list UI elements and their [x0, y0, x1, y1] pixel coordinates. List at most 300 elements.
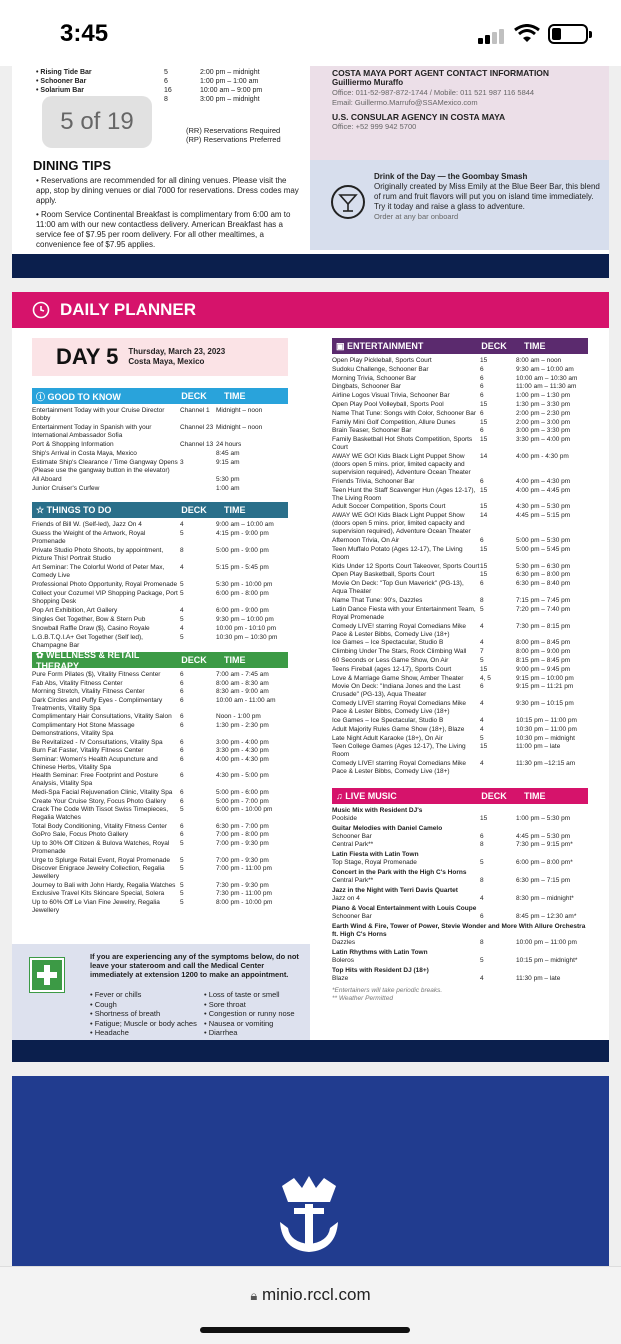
event-deck: 4 — [480, 975, 484, 982]
bars-and-dining — [12, 66, 310, 250]
event-name: Airline Logos Visual Trivia, Schooner Bar — [332, 392, 450, 400]
event-time: 8:45 pm – 12:30 am* — [516, 913, 577, 920]
event-name: Adult Soccer Competition, Sports Court — [332, 503, 446, 511]
performance-title: Music Mix with Resident DJ's — [332, 807, 423, 814]
event-time: 6:00 pm - 9:00 pm — [216, 607, 269, 614]
event-deck: 15 — [480, 400, 488, 408]
star-icon: ☆ — [36, 504, 47, 515]
event-time: 8:30 pm – midnight* — [516, 895, 574, 902]
event-name: Collect your Cozumel VIP Shopping Package, Port Shopping Desk — [32, 590, 178, 605]
venue: Dazzles — [332, 939, 356, 946]
live-music-item — [332, 825, 588, 849]
event-time: 4:00 pm – 4:45 pm — [516, 486, 571, 494]
live-music-item — [332, 923, 588, 947]
symptom-item: • Fever or chills — [90, 990, 142, 999]
cellular-signal-icon — [478, 26, 506, 44]
schedule-row — [32, 756, 288, 772]
event-time: 6:00 pm – 8:00 pm* — [516, 859, 573, 866]
schedule-row — [332, 366, 588, 374]
event-time: 2:00 pm – 3:00 pm — [516, 418, 571, 426]
event-name: AWAY WE GO! Kids Black Light Puppet Show (doors open 5 mins. prior, limited capacity and supervision required), Adventure Ocean Theater — [332, 512, 471, 536]
event-name: Exclusive Travel Kits Skincare Special, Solera — [32, 890, 165, 898]
live-music-title: LIVE MUSIC — [345, 791, 397, 801]
event-deck: 14 — [480, 512, 488, 520]
event-deck: 4 — [480, 760, 484, 768]
live-music-item — [332, 807, 588, 823]
live-music-section — [332, 788, 588, 1003]
event-deck: Channel 23 — [180, 424, 214, 431]
event-time: Midnight – noon — [216, 407, 263, 414]
schedule-row — [32, 564, 288, 580]
event-deck: 4 — [480, 725, 484, 733]
event-time: 5:30 pm — [216, 476, 240, 483]
event-deck: 15 — [480, 545, 488, 553]
performance-title: Guitar Melodies with Daniel Camelo — [332, 825, 443, 832]
event-time: 8:30 am - 9:00 am — [216, 688, 269, 696]
event-time: 7:30 pm – 8:15 pm — [516, 622, 571, 630]
event-deck: 14 — [480, 452, 488, 460]
event-name: Dark Circles and Puffy Eyes - Complimentary Treatments, Vitality Spa — [32, 696, 163, 712]
event-time: 10:00 am – 10:30 am — [516, 374, 578, 382]
performance-title: Earth Wind & Fire, Tower of Power, Stevie Wonder and More With Allure Orchestra ft. High C's Horns — [332, 923, 586, 938]
event-time: 4:00 pm - 4:30 pm — [216, 755, 269, 763]
schedule-row — [32, 697, 288, 713]
event-deck: 5 — [180, 806, 184, 814]
col-deck: DECK — [181, 505, 207, 515]
venue: Schooner Bar Central Park** — [332, 833, 374, 848]
event-time: 2:00 pm – 2:30 pm — [516, 409, 571, 417]
schedule-row — [332, 939, 588, 947]
event-time: 10:30 pm – 10:30 pm — [216, 634, 278, 641]
bar-row — [36, 86, 276, 95]
event-name: Comedy LIVE! starring Royal Comedians Mike Pace & Lester Bibbs, Comedy Live (18+) — [332, 760, 467, 776]
event-name: Brain Teaser, Schooner Bar — [332, 427, 412, 435]
things-to-do-title: THINGS TO DO — [46, 504, 112, 515]
event-deck: Channel 1 — [180, 407, 210, 414]
schedule-row — [32, 424, 288, 440]
performance-title: Latin Rhythms with Latin Town — [332, 949, 428, 956]
event-deck: 6 — [480, 392, 484, 400]
event-time: 6:30 pm – 8:40 pm — [516, 580, 571, 588]
event-time: 1:00 pm – 5:30 pm — [516, 815, 571, 822]
symptom-item: • Nausea or vomiting — [204, 1018, 274, 1028]
address-bar[interactable] — [0, 1285, 621, 1305]
event-name: Complimentary Hot Stone Massage Demonstrations, Vitality Spa — [32, 721, 135, 737]
event-deck: 5 — [180, 898, 184, 906]
drink-description: Originally created by Miss Emily at the Blue Beer Bar, this blend of rum and fruit flavors will put you on island time immediately. Try it today and raise a glass to adventure. — [374, 182, 600, 211]
performance-title: Latin Fiesta with Latin Town — [332, 851, 419, 858]
event-deck: 6 — [180, 747, 184, 755]
weather-note: ** Weather Permitted — [332, 995, 393, 1002]
schedule-row — [332, 877, 588, 885]
event-name: Friends Trivia, Schooner Bar — [332, 477, 415, 485]
bar-name: • Rising Tide Bar — [36, 69, 92, 76]
event-deck: 15 — [480, 562, 488, 570]
event-time: Midnight – noon — [216, 424, 263, 431]
good-to-know-rows — [32, 404, 288, 493]
event-deck: 4 — [480, 700, 484, 708]
schedule-row — [32, 680, 288, 688]
schedule-row — [332, 648, 588, 656]
live-music-item — [332, 851, 588, 867]
schedule-row — [32, 450, 288, 458]
event-deck: 8 — [480, 596, 484, 604]
event-deck: 5 — [180, 839, 184, 847]
event-name: Entertainment Today with your Cruise Director Bobby — [32, 407, 165, 422]
port-agent-title: COSTA MAYA PORT AGENT CONTACT INFORMATION — [332, 68, 550, 78]
live-music-header — [332, 788, 588, 804]
port-agent-email[interactable]: Email: Guillermo.Marrufo@SSAMexico.com — [332, 98, 478, 107]
event-name: Journey to Bali with John Hardy, Regalia Watches — [32, 881, 176, 889]
dining-tip: • Room Service Continental Breakfast is complimentary from 6:00 am to 11:00 am with our new contactless delivery. American Breakfast has a service fee of $7.95 per room delivery. For all other mealtimes, a convenience fee of $7.95 applies. — [36, 210, 291, 249]
event-name: Movie On Deck: "Top Gun Maverick" (PG-13), Aqua Theater — [332, 580, 464, 596]
event-name: Morning Trivia, Schooner Bar — [332, 374, 417, 382]
event-name: Teen Muffalo Potato (Ages 12-17), The Living Room — [332, 545, 463, 561]
wifi-icon — [514, 24, 540, 44]
status-time: 3:45 — [60, 20, 109, 47]
wellness-section — [32, 649, 288, 915]
event-name: Climbing Under The Stars, Rock Climbing Wall — [332, 648, 467, 656]
event-deck: 5 — [480, 605, 484, 613]
col-time: TIME — [224, 505, 246, 515]
event-name: Teen Hunt the Staff Scavenger Hun (Ages 12-17), The Living Room — [332, 486, 476, 502]
event-name: Dingbats, Schooner Bar — [332, 383, 402, 391]
event-time: 6:00 pm - 10:00 pm — [216, 806, 273, 814]
event-name: Ice Games – Ice Spectacular, Studio B — [332, 716, 444, 724]
good-to-know-title: GOOD TO KNOW — [47, 391, 121, 402]
event-name: Morning Stretch, Vitality Fitness Center — [32, 688, 145, 696]
things-to-do-section — [32, 502, 288, 651]
good-to-know-section — [32, 388, 288, 494]
event-time: 10:30 pm – 11:00 pm — [516, 725, 577, 733]
bar-deck: 8 — [164, 96, 168, 103]
event-deck: 5 — [180, 881, 184, 889]
schedule-row — [32, 688, 288, 696]
schedule-row — [332, 833, 588, 849]
event-deck: 15 — [480, 503, 488, 511]
spa-icon: ✿ — [36, 649, 47, 660]
event-deck: 8 — [480, 877, 484, 884]
event-name: Family Basketball Hot Shots Competition, Sports Court — [332, 436, 473, 452]
event-time: 11:00 pm – late — [516, 743, 561, 751]
event-name: Open Play Pickleball, Sports Court — [332, 357, 432, 364]
event-name: Up to 30% Off Citizen & Bulova Watches, Royal Promenade — [32, 839, 170, 855]
event-name: Discover Enigrace Jewelry Collection, Regalia Jewellery — [32, 865, 165, 881]
event-name: Burn Fat Faster, Vitality Fitness Center — [32, 747, 144, 755]
event-time: 9:30 am – 10:00 am — [516, 365, 574, 373]
schedule-row — [332, 546, 588, 562]
schedule-row — [332, 726, 588, 734]
event-time: 3:30 pm - 4:30 pm — [216, 747, 269, 755]
performance-title: Jazz in the Night with Terri Davis Quartet — [332, 887, 458, 894]
event-name: Estimate Ship's Clearance / Time Gangway Opens (Please use the gangway button in the elevator) — [32, 459, 178, 474]
event-name: Teen College Games (Ages 12-17), The Living Room — [332, 743, 466, 759]
schedule-row — [332, 957, 588, 965]
rp-note: (RP) Reservations Preferred — [186, 135, 281, 144]
event-name: Sudoku Challenge, Schooner Bar — [332, 365, 429, 373]
event-name: Up to 60% Off Le Vian Fine Jewelry, Regalia Jewellery — [32, 898, 160, 914]
event-time: 3:30 pm – 4:00 pm — [516, 436, 571, 444]
venue: Boleros — [332, 957, 355, 964]
dining-tips-title: DINING TIPS — [33, 158, 112, 173]
event-deck: 5 — [480, 859, 484, 866]
schedule-row — [332, 427, 588, 435]
event-name: Private Studio Photo Shoots, by appointment, Picture This! Portrait Studio — [32, 547, 164, 562]
event-time: 10:00 am - 11:00 am — [216, 696, 276, 704]
schedule-row — [32, 441, 288, 449]
schedule-row — [332, 512, 588, 536]
performance-title: Piano & Vocal Entertainment with Louis Coupe — [332, 905, 477, 912]
schedule-row — [332, 975, 588, 983]
event-name: Open Play Basketball, Sports Court — [332, 571, 435, 579]
schedule-row — [332, 580, 588, 596]
event-deck: 5 — [480, 734, 484, 742]
event-deck: 4 — [480, 622, 484, 630]
bar-hours: 10:00 am – 9:00 pm — [200, 87, 263, 94]
live-music-item — [332, 967, 588, 983]
event-deck: 15 — [480, 571, 488, 579]
col-deck: DECK — [181, 391, 207, 401]
schedule-row — [332, 815, 588, 823]
event-name: Late Night Adult Karaoke (18+), On Air — [332, 734, 443, 742]
event-name: Open Play Pool Volleyball, Sports Pool — [332, 400, 444, 408]
entertainment-title: ENTERTAINMENT — [347, 340, 424, 351]
event-name: Junior Cruiser's Curfew — [32, 485, 100, 492]
event-time: 4:00 pm – 4:30 pm — [516, 477, 571, 485]
event-name: Urge to Splurge Retail Event, Royal Promenade — [32, 856, 171, 864]
schedule-row — [32, 625, 288, 633]
event-deck: 6 — [480, 913, 484, 920]
symptom-item: • Shortness of breath — [90, 1009, 161, 1018]
event-name: Name That Tune: Songs with Color, Schooner Bar — [332, 409, 477, 417]
event-deck: 4 — [180, 521, 184, 528]
event-time: 11:30 pm – late — [516, 975, 561, 982]
schedule-row — [32, 840, 288, 856]
event-time: 7:00 pm - 9:30 pm — [216, 839, 269, 847]
event-name: Love & Marriage Game Show, Amber Theater — [332, 674, 464, 682]
event-deck: 6 — [180, 797, 184, 805]
schedule-row — [332, 453, 588, 477]
wellness-rows — [32, 668, 288, 915]
bar-row — [36, 77, 276, 86]
event-time: 9:30 pm – 10:15 pm — [516, 700, 574, 708]
theater-icon: ▣ — [336, 340, 348, 351]
event-time: 10:15 pm – 11:00 pm — [516, 716, 577, 724]
event-time: 7:00 am - 7:45 am — [216, 671, 269, 678]
event-name: Teens Fireball (ages 12-17), Sports Court — [332, 665, 452, 673]
schedule-row — [32, 581, 288, 589]
performance-title: Top Hits with Resident DJ (18+) — [332, 967, 429, 974]
schedule-row — [32, 634, 288, 650]
event-deck: 4 — [180, 625, 184, 632]
schedule-row — [332, 639, 588, 647]
event-name: Be Revitalized - IV Consultations, Vitality Spa — [32, 738, 163, 746]
event-deck: 8 — [180, 547, 184, 554]
event-time: 8:00 pm - 10:00 pm — [216, 898, 273, 906]
event-time: 6:30 pm – 8:00 pm — [516, 571, 571, 579]
event-name: Crack The Code With Tissot Swiss Timepieces, Regalia Watches — [32, 806, 169, 822]
event-time: 4:45 pm – 5:15 pm — [516, 512, 571, 520]
schedule-row — [332, 606, 588, 622]
schedule-row — [332, 666, 588, 674]
event-name: Create Your Cruise Story, Focus Photo Gallery — [32, 797, 166, 805]
schedule-row — [332, 392, 588, 400]
event-time: Noon - 1:00 pm — [216, 713, 261, 721]
things-to-do-header — [32, 502, 288, 518]
event-deck: 15 — [480, 486, 488, 494]
medical-cross-icon — [30, 958, 64, 992]
page-footer-bar — [12, 1040, 609, 1062]
schedule-row — [332, 717, 588, 725]
symptom-item: • Sore throat — [204, 999, 246, 1009]
symptoms-list-left — [90, 990, 200, 1038]
event-deck: 15 — [480, 436, 488, 444]
event-deck — [180, 450, 216, 458]
event-deck: 6 — [180, 738, 184, 746]
event-time: 8:00 am – noon — [516, 357, 562, 364]
schedule-row — [32, 521, 288, 529]
performance-title: Concert in the Park with the High C's Horns — [332, 869, 467, 876]
col-time: TIME — [224, 391, 246, 401]
day-date: Thursday, March 23, 2023 — [128, 347, 226, 356]
event-deck: 4 — [480, 639, 484, 647]
event-time: 7:00 pm - 8:00 pm — [216, 831, 269, 839]
schedule-row — [32, 806, 288, 822]
home-indicator[interactable] — [200, 1327, 410, 1333]
lock-icon: 🔒︎ — [250, 1288, 258, 1303]
live-music-item — [332, 869, 588, 885]
event-deck: 6 — [480, 477, 484, 485]
event-deck: 4, 5 — [480, 674, 491, 682]
bar-deck: 5 — [164, 69, 168, 76]
venue: Blaze — [332, 975, 349, 982]
event-time: 7:30 pm - 9:30 pm — [216, 881, 269, 889]
event-deck: 5 — [480, 656, 484, 664]
schedule-row — [32, 485, 288, 493]
event-deck: 6 — [180, 721, 184, 729]
event-time: 10:00 pm - 10:10 pm — [216, 625, 276, 632]
schedule-row — [32, 831, 288, 839]
schedule-row — [332, 623, 588, 639]
event-time: 9:15 am — [216, 459, 240, 466]
schedule-row — [332, 675, 588, 683]
event-name: Kids Under 12 Sports Court Takeover, Sports Court — [332, 562, 480, 570]
event-deck: 6 — [180, 822, 184, 830]
entertainment-header — [332, 338, 588, 354]
event-name: Snowball Raffle Draw ($), Casino Royale — [32, 625, 150, 632]
event-name: 60 Seconds or Less Game Show, On Air — [332, 656, 449, 664]
info-icon: ⓘ — [36, 391, 48, 402]
schedule-row — [32, 798, 288, 806]
event-time: 4:15 pm - 9:00 pm — [216, 530, 269, 537]
event-time: 4:00 pm - 4:30 pm — [516, 452, 569, 460]
consular-title: U.S. CONSULAR AGENCY IN COSTA MAYA — [332, 112, 506, 122]
bar-name: • Schooner Bar — [36, 78, 87, 85]
schedule-row — [332, 657, 588, 665]
schedule-row — [332, 760, 588, 776]
event-time: 1:00 pm – 1:30 pm — [516, 392, 571, 400]
event-name: Ship's Arrival in Costa Maya, Mexico — [32, 450, 137, 457]
event-deck: 6 8 — [480, 833, 484, 848]
event-deck: 5 — [180, 581, 184, 588]
schedule-row — [32, 459, 288, 475]
day-port: Costa Maya, Mexico — [128, 357, 205, 366]
live-music-rows — [332, 804, 588, 983]
event-time: 1:30 pm – 3:30 pm — [516, 400, 571, 408]
event-name: Comedy LIVE! starring Royal Comedians Mike Pace & Lester Bibbs, Comedy Live (18+) — [332, 622, 467, 638]
contact-info — [310, 66, 609, 160]
royal-caribbean-crown-anchor-logo — [274, 1176, 344, 1256]
drink-order-note: Order at any bar onboard — [374, 212, 459, 221]
drink-title: Drink of the Day — the Goombay Smash — [374, 172, 528, 181]
event-time: 9:30 pm – 10:00 pm — [216, 616, 274, 623]
event-deck: 6 — [180, 755, 184, 763]
page-top-section — [12, 66, 609, 278]
day-banner — [32, 338, 288, 376]
event-time: 4:45 pm – 5:30 pm 7:30 pm – 9:15 pm* — [516, 833, 573, 848]
event-time: 7:15 pm – 7:45 pm — [516, 596, 571, 604]
event-deck: 6 — [180, 788, 184, 796]
good-to-know-header — [32, 388, 288, 404]
clock-icon — [32, 301, 50, 319]
event-name: Complimentary Hair Consultations, Vitality Salon — [32, 713, 172, 721]
event-name: Medi-Spa Facial Rejuvenation Clinic, Vitality Spa — [32, 788, 173, 796]
wellness-title: WELLNESS & RETAIL THERAPY — [36, 649, 140, 671]
event-deck: 6 — [480, 365, 484, 373]
event-deck: 15 — [480, 665, 488, 673]
cocktail-icon — [330, 184, 366, 220]
event-name: Family Mini Golf Competition, Allure Dunes — [332, 418, 456, 426]
port-agent-phone: Office: 011-52-987-872-1744 / Mobile: 011 521 987 116 5844 — [332, 88, 535, 97]
event-time: 4:30 pm – 5:30 pm — [516, 503, 571, 511]
daily-planner-title: DAILY PLANNER — [60, 300, 197, 319]
event-name: GoPro Sale, Focus Photo Gallery — [32, 831, 129, 839]
col-deck: DECK — [481, 341, 507, 351]
event-name: Health Seminar: Free Footprint and Posture Analysis, Vitality Spa — [32, 772, 159, 788]
event-name: Comedy LIVE! starring Royal Comedians Mike Pace & Lester Bibbs, Comedy Live (18+) — [332, 700, 467, 716]
battery-icon — [548, 24, 588, 44]
dining-tip: • Reservations are recommended for all dining venues. Please visit the app, stop by dining venues or dial 7000 for reservations. Dress codes may apply. — [36, 176, 299, 205]
event-time: 5:00 pm – 5:30 pm — [516, 536, 571, 544]
venue: Poolside — [332, 815, 357, 822]
symptom-item: • Congestion or runny nose — [204, 1009, 295, 1018]
event-name: Guess the Weight of the Artwork, Royal Promenade — [32, 530, 146, 545]
event-deck — [180, 476, 216, 484]
schedule-row — [32, 530, 288, 546]
schedule-row — [32, 789, 288, 797]
venue: Top Stage, Royal Promenade — [332, 859, 417, 866]
document-viewer[interactable] — [0, 66, 621, 1266]
event-name: Name That Tune: 90's, Dazzles — [332, 596, 423, 604]
event-time: 8:45 am — [216, 450, 240, 457]
event-time: 9:00 am – 10:00 am — [216, 521, 274, 528]
live-music-item — [332, 949, 588, 965]
event-deck: 5 — [480, 957, 484, 964]
schedule-row — [32, 671, 288, 679]
schedule-row — [32, 590, 288, 606]
event-time: 9:15 pm – 10:00 pm — [516, 674, 574, 682]
event-time: 6:30 pm - 7:00 pm — [216, 822, 269, 830]
event-deck: 6 — [180, 831, 184, 839]
schedule-row — [332, 436, 588, 452]
daily-planner-page — [12, 292, 609, 1062]
page-footer-bar — [12, 254, 609, 278]
event-deck — [180, 485, 216, 493]
col-time: TIME — [524, 341, 546, 351]
event-time: 6:00 pm - 8:00 pm — [216, 590, 269, 597]
event-name: Pop Art Exhibition, Art Gallery — [32, 607, 118, 614]
event-deck: 3 — [180, 459, 184, 466]
